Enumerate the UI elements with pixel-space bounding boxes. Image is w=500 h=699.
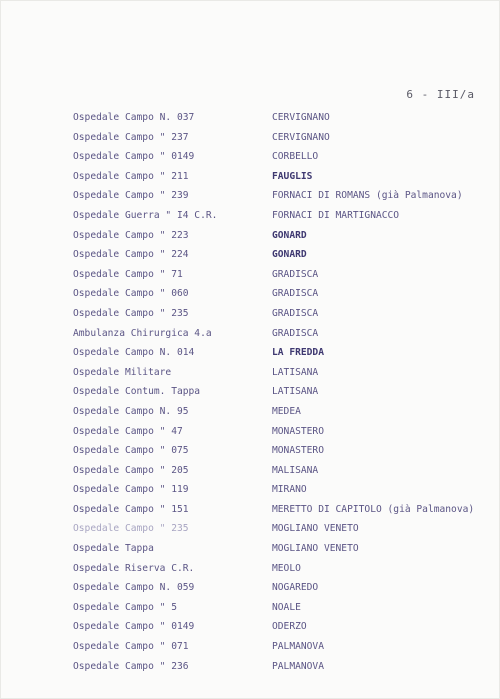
list-item — [73, 108, 492, 128]
list-item — [73, 441, 492, 461]
place-name: FORNACI DI MARTIGNACCO — [272, 209, 400, 221]
list-item — [73, 343, 492, 363]
place-name: MALISANA — [272, 464, 319, 476]
list-item — [73, 500, 492, 520]
unit-name: Ambulanza Chirurgica 4.a — [73, 327, 212, 339]
unit-name: Ospedale Campo " 071 — [73, 641, 189, 653]
unit-name: Ospedale Campo " 224 — [73, 249, 189, 261]
place-name: FAUGLIS — [272, 170, 313, 182]
place-name: NOALE — [272, 601, 301, 613]
unit-name: Ospedale Campo N. 014 — [73, 347, 195, 359]
place-name: MOGLIANO VENETO — [272, 543, 359, 555]
unit-name: Ospedale Campo " 151 — [73, 503, 189, 515]
unit-name: Ospedale Campo N. 95 — [73, 405, 189, 417]
place-name: MONASTERO — [272, 445, 324, 457]
unit-name: Ospedale Campo " 223 — [73, 229, 189, 241]
place-name: GRADISCA — [272, 327, 319, 339]
unit-name: Ospedale Campo N. 059 — [73, 582, 195, 594]
unit-name: Ospedale Campo " 239 — [73, 190, 189, 202]
unit-name: Ospedale Militare — [73, 366, 172, 378]
list-item — [73, 637, 492, 657]
unit-name: Ospedale Riserva C.R. — [73, 562, 195, 574]
place-name: PALMANOVA — [272, 660, 324, 672]
list-item — [73, 324, 492, 344]
unit-name: Ospedale Campo " 211 — [73, 170, 189, 182]
list-item — [73, 480, 492, 500]
list-item — [73, 363, 492, 383]
place-name: GRADISCA — [272, 307, 319, 319]
list-item — [73, 519, 492, 539]
place-name: LATISANA — [272, 386, 319, 398]
place-name: MOGLIANO VENETO — [272, 523, 359, 535]
list-item — [73, 284, 492, 304]
unit-name: Ospedale Campo " 47 — [73, 425, 183, 437]
unit-name: Ospedale Campo " 236 — [73, 660, 189, 672]
place-name: FORNACI DI ROMANS (già Palmanova) — [272, 190, 463, 202]
unit-name: Ospedale Campo " 0149 — [73, 151, 195, 163]
list-item — [73, 617, 492, 637]
unit-name: Ospedale Campo " 0149 — [73, 621, 195, 633]
list-item — [73, 382, 492, 402]
page-number: 6 - III/a — [406, 88, 475, 101]
list-item — [73, 226, 492, 246]
list-item — [73, 461, 492, 481]
list-item — [73, 598, 492, 618]
place-name: GRADISCA — [272, 288, 319, 300]
list-item — [73, 128, 492, 148]
hospital-list — [73, 108, 492, 676]
place-name: GRADISCA — [272, 268, 319, 280]
unit-name: Ospedale Tappa — [73, 543, 154, 555]
unit-name: Ospedale Campo N. 037 — [73, 112, 195, 123]
place-name: LATISANA — [272, 366, 319, 378]
unit-name: Ospedale Campo " 5 — [73, 601, 177, 613]
unit-name: Ospedale Guerra " I4 C.R. — [73, 209, 218, 221]
place-name: MEOLO — [272, 562, 301, 574]
unit-name: Ospedale Campo " 060 — [73, 288, 189, 300]
place-name: GONARD — [272, 229, 307, 241]
unit-name: Ospedale Contum. Tappa — [73, 386, 201, 398]
place-name: LA FREDDA — [272, 347, 324, 359]
list-item — [73, 245, 492, 265]
unit-name: Ospedale Campo " 235 — [73, 523, 189, 535]
list-item — [73, 578, 492, 598]
place-name: NOGAREDO — [272, 582, 319, 594]
place-name: MONASTERO — [272, 425, 324, 437]
unit-name: Ospedale Campo " 235 — [73, 307, 189, 319]
place-name: PALMANOVA — [272, 641, 324, 653]
list-item — [73, 167, 492, 187]
list-item — [73, 559, 492, 579]
place-name: GONARD — [272, 249, 307, 261]
list-item — [73, 657, 492, 677]
list-item — [73, 206, 492, 226]
place-name: ODERZO — [272, 621, 307, 633]
list-item — [73, 147, 492, 167]
unit-name: Ospedale Campo " 71 — [73, 268, 183, 280]
list-item — [73, 304, 492, 324]
list-item — [73, 539, 492, 559]
unit-name: Ospedale Campo " 119 — [73, 484, 189, 496]
list-item — [73, 265, 492, 285]
place-name: MEDEA — [272, 405, 301, 417]
place-name: MERETTO DI CAPITOLO (già Palmanova) — [272, 503, 475, 515]
place-name: CERVIGNANO — [272, 131, 330, 143]
list-item — [73, 402, 492, 422]
place-name: MIRANO — [272, 484, 307, 496]
place-name: CERVIGNANO — [272, 112, 330, 123]
list-item — [73, 186, 492, 206]
unit-name: Ospedale Campo " 205 — [73, 464, 189, 476]
unit-name: Ospedale Campo " 237 — [73, 131, 189, 143]
place-name: CORBELLO — [272, 151, 319, 163]
unit-name: Ospedale Campo " 075 — [73, 445, 189, 457]
list-item — [73, 422, 492, 442]
